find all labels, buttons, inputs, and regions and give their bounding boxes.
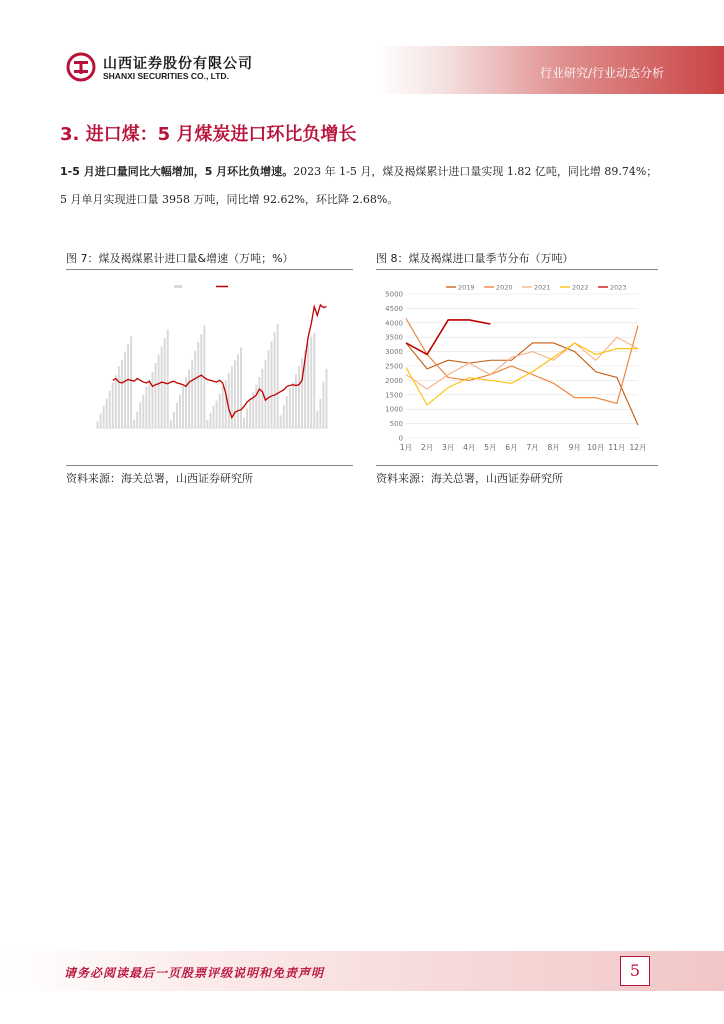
data-bar bbox=[255, 385, 257, 428]
data-bar bbox=[100, 413, 102, 428]
data-bar bbox=[289, 388, 291, 428]
footer-disclaimer[interactable]: 请务必阅读最后一页股票评级说明和免责声明 bbox=[64, 966, 325, 980]
company-logo-icon bbox=[66, 52, 96, 82]
figure8-caption: 图 8：煤及褐煤进口量季节分布（万吨） bbox=[376, 252, 574, 265]
data-bar bbox=[326, 369, 328, 428]
legend-bar-marker bbox=[174, 285, 182, 288]
data-bar bbox=[155, 363, 157, 428]
x-tick-label: 10月 bbox=[587, 443, 605, 452]
page-number: 5 bbox=[620, 956, 650, 986]
data-bar bbox=[243, 418, 245, 428]
data-bar bbox=[97, 422, 99, 429]
company-name-cn: 山西证券股份有限公司 bbox=[103, 56, 253, 72]
x-tick-label: 5月 bbox=[484, 443, 497, 452]
figure8-bottom-rule bbox=[376, 465, 658, 466]
data-bar bbox=[219, 394, 221, 428]
y-tick-label: 3500 bbox=[385, 333, 403, 342]
paragraph-lead: 1-5 月进口量同比大幅增加，5 月环比负增速。 bbox=[60, 165, 294, 178]
data-bar bbox=[210, 413, 212, 428]
data-bar bbox=[200, 334, 202, 428]
data-bar bbox=[197, 342, 199, 428]
data-bar bbox=[161, 346, 163, 428]
data-bar bbox=[249, 399, 251, 428]
data-bar bbox=[298, 366, 300, 428]
data-bar bbox=[112, 383, 114, 429]
data-bar bbox=[283, 405, 285, 428]
data-bar bbox=[271, 341, 273, 428]
data-bar bbox=[173, 412, 175, 428]
data-bar bbox=[115, 375, 117, 428]
x-tick-label: 3月 bbox=[442, 443, 455, 452]
data-bar bbox=[121, 360, 123, 428]
figure7-caption: 图 7：煤及褐煤累计进口量&增速（万吨；%） bbox=[66, 252, 294, 265]
y-tick-label: 500 bbox=[389, 420, 403, 429]
data-bar bbox=[228, 373, 230, 428]
x-tick-label: 2月 bbox=[420, 443, 434, 452]
figure7-top-rule bbox=[66, 269, 353, 270]
data-bar bbox=[103, 406, 105, 428]
data-bar bbox=[237, 354, 239, 428]
legend-label: 2019 bbox=[458, 283, 475, 292]
x-tick-label: 6月 bbox=[505, 443, 518, 452]
data-bar bbox=[176, 403, 178, 428]
data-bar bbox=[179, 395, 181, 428]
data-bar bbox=[313, 333, 315, 428]
y-tick-label: 2000 bbox=[385, 376, 403, 385]
y-tick-label: 3000 bbox=[385, 348, 403, 357]
data-bar bbox=[182, 386, 184, 428]
figure7-chart bbox=[66, 278, 353, 460]
data-bar bbox=[268, 350, 270, 428]
figure7-source: 资料来源：海关总署，山西证券研究所 bbox=[66, 472, 253, 485]
data-bar bbox=[133, 420, 135, 428]
data-bar bbox=[152, 372, 154, 428]
x-tick-label: 9月 bbox=[568, 443, 581, 452]
x-tick-label: 7月 bbox=[526, 443, 539, 452]
data-bar bbox=[261, 369, 263, 428]
data-bar bbox=[213, 406, 215, 428]
section-title: 3. 进口煤：5 月煤炭进口环比负增长 bbox=[60, 124, 357, 145]
data-bar bbox=[158, 355, 160, 428]
data-bar bbox=[106, 399, 108, 428]
x-tick-label: 11月 bbox=[608, 443, 626, 452]
x-tick-label: 1月 bbox=[399, 443, 413, 452]
legend-label: 2023 bbox=[610, 283, 627, 292]
legend-label: 2021 bbox=[534, 283, 551, 292]
data-bar bbox=[188, 370, 190, 429]
data-bar bbox=[170, 420, 172, 428]
legend-label: 2022 bbox=[572, 283, 589, 292]
data-bar bbox=[142, 395, 144, 428]
figure7-bottom-rule bbox=[66, 465, 353, 466]
data-bar bbox=[216, 401, 218, 428]
data-bar bbox=[130, 336, 132, 428]
data-bar bbox=[167, 330, 169, 428]
company-name-en: SHANXI SECURITIES CO., LTD. bbox=[103, 71, 229, 81]
y-tick-label: 2500 bbox=[385, 362, 403, 371]
data-bar bbox=[316, 411, 318, 428]
y-tick-label: 1000 bbox=[385, 405, 403, 414]
figure8-chart bbox=[376, 278, 658, 460]
data-bar bbox=[222, 387, 224, 428]
data-bar bbox=[310, 337, 312, 428]
section-paragraph bbox=[60, 158, 664, 214]
data-bar bbox=[301, 358, 303, 428]
y-tick-label: 4000 bbox=[385, 319, 403, 328]
report-type: 行业研究/行业动态分析 bbox=[539, 66, 664, 80]
data-bar bbox=[145, 387, 147, 428]
data-bar bbox=[206, 420, 208, 428]
data-bar bbox=[234, 360, 236, 428]
data-bar bbox=[109, 391, 111, 428]
y-tick-label: 1500 bbox=[385, 391, 403, 400]
figure8-source: 资料来源：海关总署，山西证券研究所 bbox=[376, 472, 563, 485]
y-tick-label: 4500 bbox=[385, 304, 403, 313]
data-bar bbox=[280, 415, 282, 428]
x-tick-label: 12月 bbox=[629, 443, 647, 452]
data-bar bbox=[277, 324, 279, 428]
data-bar bbox=[292, 383, 294, 429]
data-bar bbox=[127, 344, 129, 428]
data-bar bbox=[307, 344, 309, 429]
data-bar bbox=[191, 360, 193, 428]
series-line-2019 bbox=[406, 343, 638, 425]
data-bar bbox=[322, 382, 324, 428]
data-bar bbox=[246, 409, 248, 429]
x-tick-label: 4月 bbox=[463, 443, 476, 452]
data-bar bbox=[319, 399, 321, 428]
x-tick-label: 8月 bbox=[547, 443, 560, 452]
y-tick-label: 5000 bbox=[385, 290, 403, 299]
data-bar bbox=[225, 380, 227, 428]
data-bar bbox=[124, 352, 126, 428]
data-bar bbox=[295, 374, 297, 428]
data-bar bbox=[264, 360, 266, 428]
y-tick-label: 0 bbox=[398, 434, 403, 443]
data-bar bbox=[194, 351, 196, 428]
data-bar bbox=[139, 403, 141, 428]
data-bar bbox=[286, 396, 288, 428]
paragraph-body: 2023 年 1-5 月，煤及褐煤累计进口量实现 1.82 亿吨，同比增 89.74%；5 月单月实现进口量 3958 万吨，同比增 92.62%，环比降 2.68%。 bbox=[60, 165, 658, 206]
legend-label: 2020 bbox=[496, 283, 513, 292]
data-bar bbox=[148, 379, 150, 428]
data-bar bbox=[136, 411, 138, 428]
data-bar bbox=[118, 366, 120, 428]
data-bar bbox=[258, 377, 260, 428]
data-bar bbox=[274, 332, 276, 428]
data-bar bbox=[240, 347, 242, 428]
figure8-top-rule bbox=[376, 269, 658, 270]
